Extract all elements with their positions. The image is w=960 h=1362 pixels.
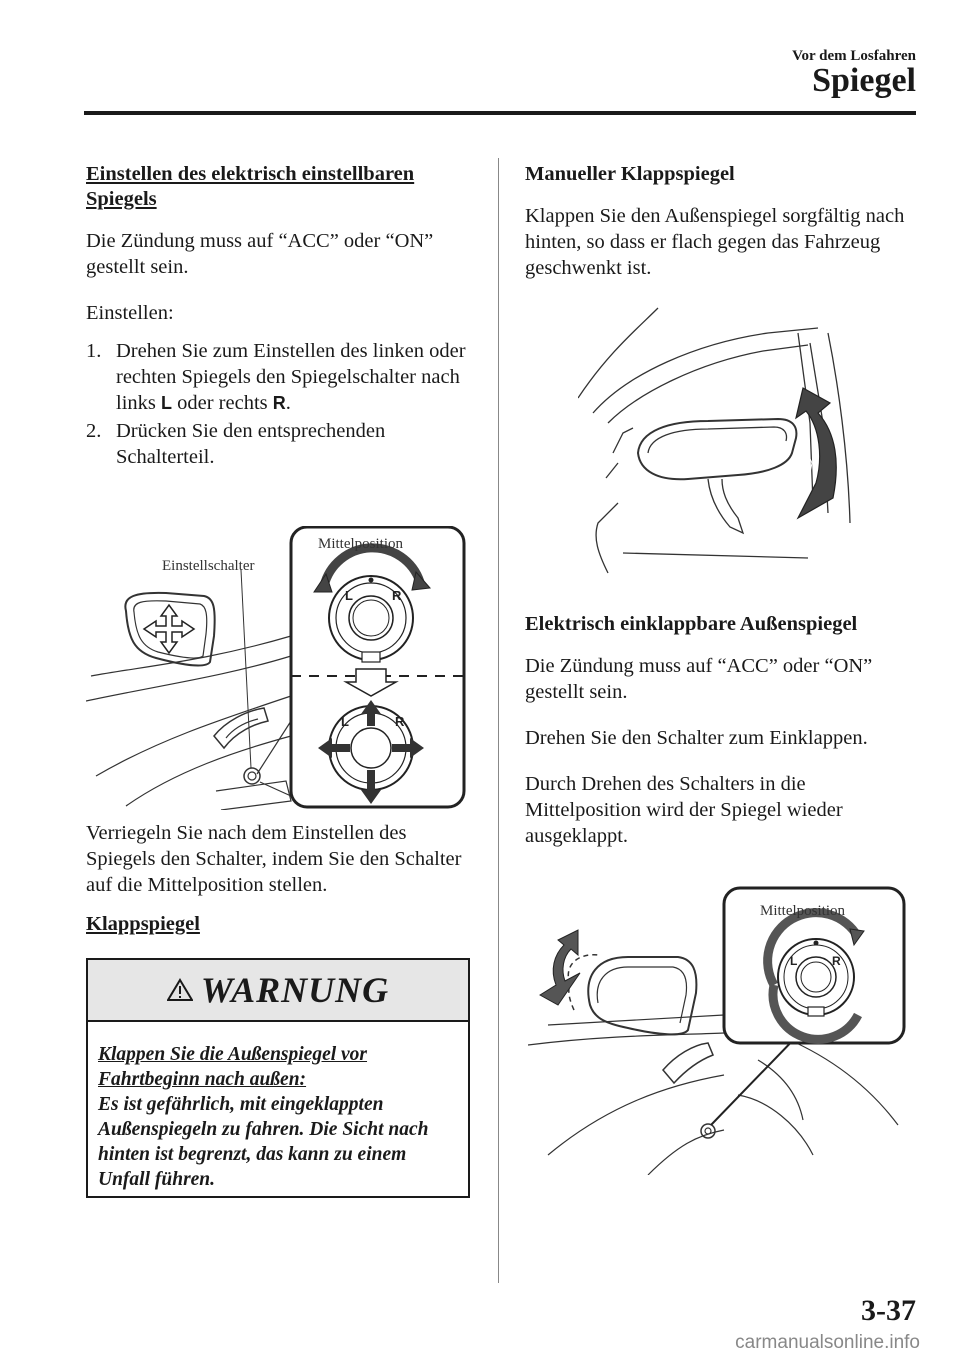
- heading-klappspiegel: Klappspiegel: [86, 913, 200, 935]
- paragraph-lock: Verriegeln Sie nach dem Einstellen des Spiegels den Schalter, indem Sie den Schalter auf die Mittelposition stellen.: [86, 822, 462, 896]
- left-column-bottom: [86, 820, 471, 937]
- heading-electric-fold: Elektrisch einklappbare Außenspiegel: [525, 613, 858, 635]
- page-title: Spiegel: [812, 62, 916, 99]
- column-divider: [498, 158, 499, 1283]
- right-column-top: [525, 162, 920, 281]
- paragraph-unfold: Durch Drehen des Schalters in die Mittelposition wird der Spiegel wieder ausgeklappt.: [525, 773, 843, 847]
- warning-header: [88, 960, 468, 1022]
- warning-title: WARNUNG: [200, 970, 390, 1010]
- warning-triangle-icon: [167, 978, 193, 1002]
- left-column-top: [86, 162, 471, 470]
- paragraph-ignition: Die Zündung muss auf “ACC” oder “ON” gestellt sein.: [86, 230, 434, 278]
- label-mittelposition: Mittelposition: [318, 536, 404, 552]
- fig1-bottom-L: L: [341, 714, 349, 729]
- heading-manual-fold: Manueller Klappspiegel: [525, 163, 735, 185]
- fig1-top-L: L: [345, 588, 353, 603]
- heading-electric-adjust: Einstellen des elektrisch einstellbaren Spiegels: [86, 163, 415, 210]
- fig1-top-R: R: [392, 588, 402, 603]
- fig3-L: L: [790, 954, 798, 968]
- right-column-middle: [525, 612, 920, 849]
- section-label: Vor dem Losfahren: [792, 48, 916, 64]
- paragraph-ignition-2: Die Zündung muss auf “ACC” oder “ON” gestellt sein.: [525, 655, 873, 703]
- fig3-R: R: [832, 954, 841, 968]
- figure-manual-fold: [578, 303, 868, 588]
- header-rule: [84, 111, 916, 115]
- warning-box: [86, 958, 470, 1198]
- steps-list: [86, 338, 471, 470]
- paragraph-einstellen: Einstellen:: [86, 302, 174, 324]
- label-mittelposition-2: Mittelposition: [760, 903, 846, 919]
- page-number: 3-37: [861, 1294, 916, 1327]
- label-einstellschalter: Einstellschalter: [162, 558, 255, 574]
- list-item: 2. Drücken Sie den entsprechenden Schalterteil.: [86, 420, 386, 468]
- figure-mirror-adjust: [86, 526, 470, 810]
- figure-electric-fold: [528, 885, 908, 1175]
- paragraph-manual-fold: Klappen Sie den Außenspiegel sorgfältig nach hinten, so dass er flach gegen das Fahrzeug geschwenkt ist.: [525, 205, 905, 279]
- list-item: 1. Drehen Sie zum Einstellen des linken oder rechten Spiegels den Spiegelschalter nach links L oder rechts R.: [86, 340, 466, 414]
- warning-body: Klappen Sie die Außenspiegel vor Fahrtbeginn nach außen: Es ist gefährlich, mit eingeklappten Außenspiegeln zu fahren. Die Sicht nach hinten ist begrenzt, das kann zu einem Unfall führen.: [98, 1044, 429, 1190]
- watermark: carmanualsonline.info: [735, 1332, 920, 1353]
- paragraph-rotate: Drehen Sie den Schalter zum Einklappen.: [525, 727, 868, 749]
- fig1-bottom-R: R: [395, 714, 405, 729]
